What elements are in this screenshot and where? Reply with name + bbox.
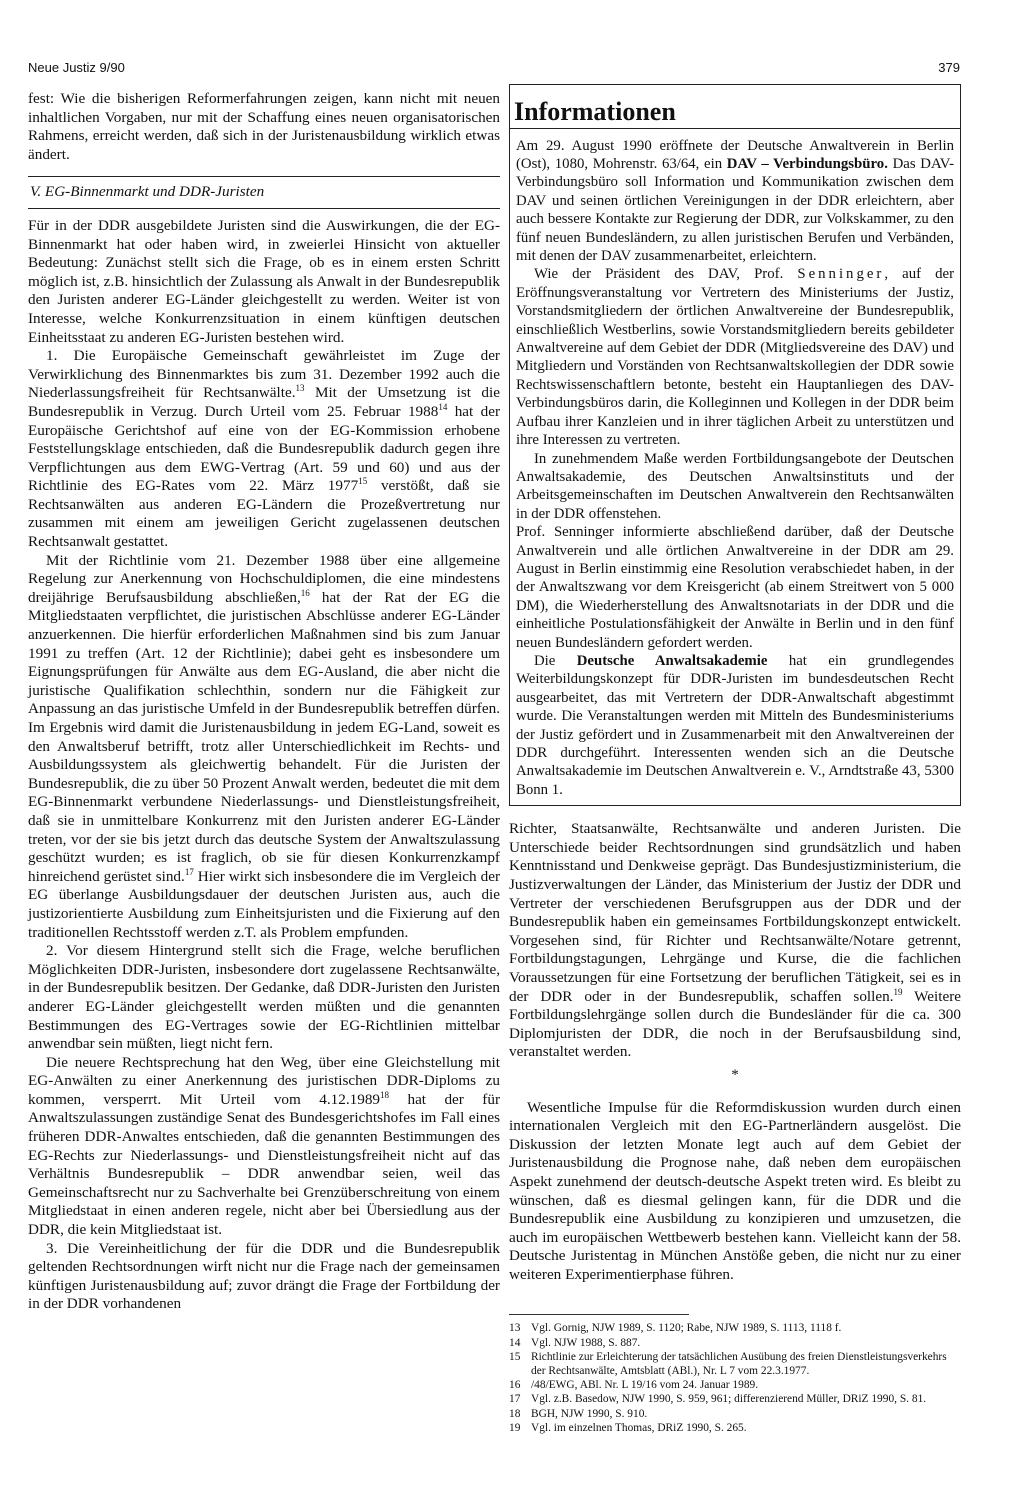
info-paragraph: Am 29. August 1990 eröffnete der Deutsche Anwaltverein in Berlin (Ost), 1080, Mohrenstr. 63/64, ein DAV – Verbindungsbüro. Das DAV-Verbindungsbüro soll Information und Kommunikation zwischen dem DAV und seinen örtlichen Vereinigungen in der DDR erleichtern, aber auch bessere Kontakte zur Regierung der DDR, zur Volkskammer, zu den fünf neuen Bundesländern, zu allen juristischen Berufen und Verbänden, mit denen der DAV zusammenarbeitet, erleichtern. bbox=[516, 137, 954, 265]
footnote-ref: 17 bbox=[184, 866, 194, 877]
footnote-text: /48/EWG, ABl. Nr. L 19/16 vom 24. Januar 1989. bbox=[531, 1379, 759, 1392]
footnote-text: Vgl. NJW 1988, S. 887. bbox=[531, 1336, 641, 1349]
footnote-text: Vgl. im einzelnen Thomas, DRiZ 1990, S. 265. bbox=[531, 1421, 747, 1434]
footnote bbox=[509, 1407, 961, 1421]
footnote-text: Richtlinie zur Erleichterung der tatsächlichen Ausübung des freien Dienstleistungsverkehrs der Rechtsanwälte, Amtsblatt (ABl.), Nr. L 7 vom 22.3.1977. bbox=[531, 1350, 947, 1378]
footnote bbox=[509, 1392, 961, 1406]
footnote bbox=[509, 1421, 961, 1435]
footnote-number: 13 bbox=[509, 1322, 521, 1335]
info-paragraph: Wie der Präsident des DAV, Prof. Senninger, auf der Eröffnungsveranstaltung vor Vertretern des Ministeriums der Justiz, Vorstandsmitgliedern der örtlichen Anwaltvereine der Bundesrepublik, einschließlich Westberlins, sowie Vorstandsmitgliedern bereits gebildeter Anwaltvereine auf dem Gebiet der DDR (Mitgliedsvereine des DAV) und Mitgliedern und Vorständen von Rechtsanwaltskollegien der DDR sowie Rechtswissenschaftlern betonte, besteht ein Hauptanliegen des DAV-Verbindungsbüros darin, die Kolleginnen und Kollegen in der DDR beim Aufbau ihrer Kanzleien und in ihrer täglichen Arbeit zu unterstützen und ihre Interessen zu vertreten. bbox=[516, 266, 954, 449]
footnote-number: 17 bbox=[509, 1393, 521, 1406]
paragraph: Mit der Richtlinie vom 21. Dezember 1988 über eine allgemeine Regelung zur Anerkennung von Hochschuldiplomen, die eine mindestens dreijährige Berufsausbildung abschließen,$^{16}$ hat der Rat der EG die Mitgliedstaaten verpflichtet, die juristischen Abschlüsse anderer EG-Länder anzuerkennen. Die hierfür erforderlichen Maßnahmen sind bis zum Januar 1991 zu treffen (Art. 12 der Richtlinie); dabei geht es insbesondere um Eignungsprüfungen für Anwälte aus dem EG-Ausland, die aber nicht die juristische Qualifikation schlechthin, sondern nur die Fähigkeit zur Anpassung an das juristische Umfeld in der Bundesrepublik betreffen dürfen. Im Ergebnis wird damit die Juristenausbildung in jedem EG-Land, soweit es den Anwaltsberuf betrifft, trotz aller Unterschiedlichkeit im Rechts- und Ausbildungssystem als gleichwertig behandelt. Für die Juristen der Bundesrepublik, die zu über 50 Prozent Anwalt werden, bedeutet die mit dem EG-Binnenmarkt verbundene Niederlassungs- und Dienstleistungsfreiheit, daß sie in unmittelbare Konkurrenz mit den Juristen anderer EG-Länder treten, vor der sie bis jetzt durch das deutsche System der Anwaltszulassung geschützt wurden; es ist fraglich, ob sie für diesen Konkurrenzkampf hinreichend gerüstet sind.$^{17}$ Hier wirkt sich insbesondere die im Vergleich der EG überlange Ausbildungsdauer der deutschen Juristen aus, auch die justizorientierte Ausbildung zum Einheitsjuristen und die Fixierung auf den traditionellen Rechtsstoff werden z.T. als Problem empfunden. bbox=[28, 551, 500, 941]
footnote-rule bbox=[509, 1314, 689, 1321]
footnote-number: 15 bbox=[509, 1350, 521, 1363]
footnote-ref: 16 bbox=[300, 587, 310, 598]
footnote-ref: 15 bbox=[358, 476, 368, 487]
footnote-number: 14 bbox=[509, 1336, 521, 1349]
paragraph: Die neuere Rechtsprechung hat den Weg, über eine Gleichstellung mit EG-Anwälten zu einer Anerkennung des juristischen DDR-Diploms zu kommen, versperrt. Mit Urteil vom 4.12.1989$^{18}$ hat der für Anwaltszulassungen zuständige Senat des Bundesgerichtshofes im Fall eines früheren DDR-Anwaltes entschieden, daß die genannten Bestimmungen des EG-Rechts zur Niederlassungs- und Dienstleistungsfreiheit nicht auf das Verhältnis Bundesrepublik – DDR anwendbar seien, weil das Gemeinschaftsrecht nur zu Sachverhalte bei Grenzüberschreitung von einem Mitgliedstaat in einen anderen regele, nicht aber bei Übersiedlung aus der DDR, die kein Mitgliedstaat ist. bbox=[28, 1053, 500, 1239]
paragraph: 3. Die Vereinheitlichung der für die DDR und die Bundesrepublik geltenden Rechtsordnungen wirft nicht nur die Frage nach der gemeinsamen künftigen Juristenausbildung auf; zuvor drängt die Frage der Fortbildung der in der DDR vorhandenen bbox=[28, 1239, 500, 1313]
paragraph: 1. Die Europäische Gemeinschaft gewährleistet im Zuge der Verwirklichung des Binnenmarktes bis zum 31. Dezember 1992 auch die Niederlassungsfreiheit für Rechtsanwälte.$^{13}$ Mit der Umsetzung ist die Bundesrepublik in Verzug. Durch Urteil vom 25. Februar 1988$^{14}$ hat der Europäische Gerichtshof auf eine von der EG-Kommission erhobene Feststellungsklage entschieden, daß die Bundesrepublik dadurch gegen ihre Verpflichtungen aus dem EWG-Vertrag (Art. 59 und 60) und aus der Richtlinie des EG-Rates vom 22. März 1977$^{15}$ verstößt, daß sie Rechtsanwälten aus anderen EG-Ländern die Prozeßvertretung nur zusammen mit einem am jeweiligen Gericht zugelassenen deutschen Rechtsanwalt gestattet. bbox=[28, 347, 501, 551]
info-paragraph: Die Deutsche Anwaltsakademie hat ein grundlegendes Weiterbildungskonzept für DDR-Juristen im bundesdeutschen Recht ausgearbeitet, das mit Vertretern der DDR-Anwaltschaft abgestimmt wurde. Die Veranstaltungen werden mit Mitteln des Bundesministeriums der Justiz gefördert und in Zusammenarbeit mit den Anwaltvereinen der DDR durchgeführt. Interessenten wenden sich an die Deutsche Anwaltsakademie im Deutschen Anwaltverein e. V., Arndtstraße 43, 5300 Bonn 1. bbox=[516, 652, 954, 798]
footnote-number: 18 bbox=[509, 1407, 521, 1420]
paragraph: Richter, Staatsanwälte, Rechtsanwälte und anderen Juristen. Die Unterschiede beider Rechtsordnungen sind grundsätzlich und haben Kenntnisstand und Denkweise geprägt. Das Bundesjustizministerium, die Justizverwaltungen der Länder, das Ministerium der Justiz der DDR und Vertreter der verschiedenen Berufsgruppen aus der DDR und der Bundesrepublik haben ein gemeinsames Fortbildungskonzept entwickelt. Vorgesehen sind, für Richter und Rechtsanwälte/Notare getrennt, Fortbildungstagungen, Lehrgänge und Kurse, die die fachlichen Voraussetzungen für eine Fortsetzung der beruflichen Tätigkeit, sei es in der DDR oder in der Bundesrepublik, schaffen sollen.$^{19}$ Weitere Fortbildungslehrgänge sollen durch die Bundesländer für die ca. 300 Diplomjuristen der DDR, die noch in der Berufsausbildung sind, veranstaltet werden. bbox=[509, 820, 962, 1061]
paragraph: Wesentliche Impulse für die Reformdiskussion wurden durch einen internationalen Vergleich mit den EG-Partnerländern ausgelöst. Die Diskussion der letzten Monate legt auch auf dem Gebiet der Juristenausbildung die Prognose nahe, daß neben dem europäischen Aspekt zunehmend der deutsch-deutsche Aspekt treten wird. Es bleibt zu wünschen, daß es diesmal gelingen kann, für die DDR und die Bundesrepublik eine Ausbildung zu konzipieren und umzusetzen, die auch im europäischen Wettbewerb bestehen kann. Vielleicht kann der 58. Deutsche Juristentag in München Anstöße geben, die nicht nur zu einer weiteren Experimentierphase führen. bbox=[509, 1098, 961, 1283]
footnote-ref: 19 bbox=[893, 986, 903, 997]
paragraph: 2. Vor diesem Hintergrund stellt sich die Frage, welche beruflichen Möglichkeiten DDR-Juristen, insbesondere dort zugelassene Rechtsanwälte, in der Bundesrepublik besitzen. Der Gedanke, daß DDR-Juristen den Juristen anderer EG-Länder gleichgestellt werden müßten und die genannten Bestimmungen des EG-Vertrages sowie der EG-Richtlinien mittelbar anwendbar sein müßten, liegt nicht fern. bbox=[28, 942, 500, 1053]
footnote-text: BGH, NJW 1990, S. 910. bbox=[531, 1407, 648, 1420]
section-heading: V. EG-Binnenmarkt und DDR-Juristen bbox=[28, 176, 500, 209]
footnote bbox=[509, 1350, 961, 1378]
footnotes-list bbox=[509, 1321, 961, 1435]
footnote bbox=[509, 1378, 961, 1392]
info-box-title: Informationen bbox=[510, 85, 960, 129]
info-box bbox=[509, 84, 961, 806]
journal-header: Neue Justiz 9/90 bbox=[28, 60, 125, 75]
info-paragraph: In zunehmendem Maße werden Fortbildungsangebote der Deutschen Anwaltsakademie, des Deutschen Anwaltsinstituts und der Arbeitsgemeinschaften im Deutschen Anwaltverein den Rechtsanwälten in der DDR offenstehen. bbox=[516, 450, 954, 522]
footnote bbox=[509, 1321, 961, 1335]
footnote-ref: 18 bbox=[380, 1089, 390, 1100]
footnote-text: Vgl. z.B. Basedow, NJW 1990, S. 959, 961; differenzierend Müller, DRiZ 1990, S. 81. bbox=[531, 1393, 927, 1406]
footnote-text: Vgl. Gornig, NJW 1989, S. 1120; Rabe, NJW 1989, S. 1113, 1118 f. bbox=[531, 1322, 842, 1335]
page-number: 379 bbox=[938, 60, 960, 75]
footnote bbox=[509, 1336, 961, 1350]
paragraph: Für in der DDR ausgebildete Juristen sind die Auswirkungen, die der EG-Binnenmarkt hat oder haben wird, in zweierlei Hinsicht von aktueller Bedeutung: Zunächst stellt sich die Frage, ob es in einem ersten Schritt möglich ist, z.B. hinsichtlich der Zulassung als Anwalt in der Bundesrepublik den Juristen anderer EG-Länder gleichgestellt zu werden. Weiter ist von Interesse, welche Konkurrenzsituation in einem künftigen deutschen Einheitsstaat zu anderen EG-Juristen bestehen wird. bbox=[28, 216, 500, 346]
left-column bbox=[28, 90, 500, 1314]
info-paragraph: Prof. Senninger informierte abschließend darüber, daß der Deutsche Anwaltverein und alle örtlichen Anwaltvereine in der DDR am 29. August in Berlin einstimmig eine Resolution verabschiedet haben, in der der Anwaltszwang vor dem Kreisgericht (ab einem Streitwert von 5 000 DM), die Wiederherstellung des Anwaltsnotariats in der DDR und die einheitliche Postulationsfähigkeit der Anwälte in Berlin und in den fünf neuen Bundesländern gefordert werden. bbox=[516, 524, 954, 651]
intro-paragraph: fest: Wie die bisherigen Reformerfahrungen zeigen, kann nicht mit neuen inhaltlichen Vorgaben, nur mit der Schaffung eines neuen organisatorischen Rahmens, erreicht werden, daß sich in der Juristenausbildung wirklich etwas ändert. bbox=[28, 90, 500, 163]
footnote-number: 19 bbox=[509, 1421, 521, 1434]
section-separator: * bbox=[731, 1065, 739, 1083]
right-column bbox=[509, 90, 961, 1435]
footnote-ref: 14 bbox=[438, 401, 448, 412]
footnote-ref: 13 bbox=[295, 383, 305, 394]
footnote-number: 16 bbox=[509, 1379, 521, 1392]
